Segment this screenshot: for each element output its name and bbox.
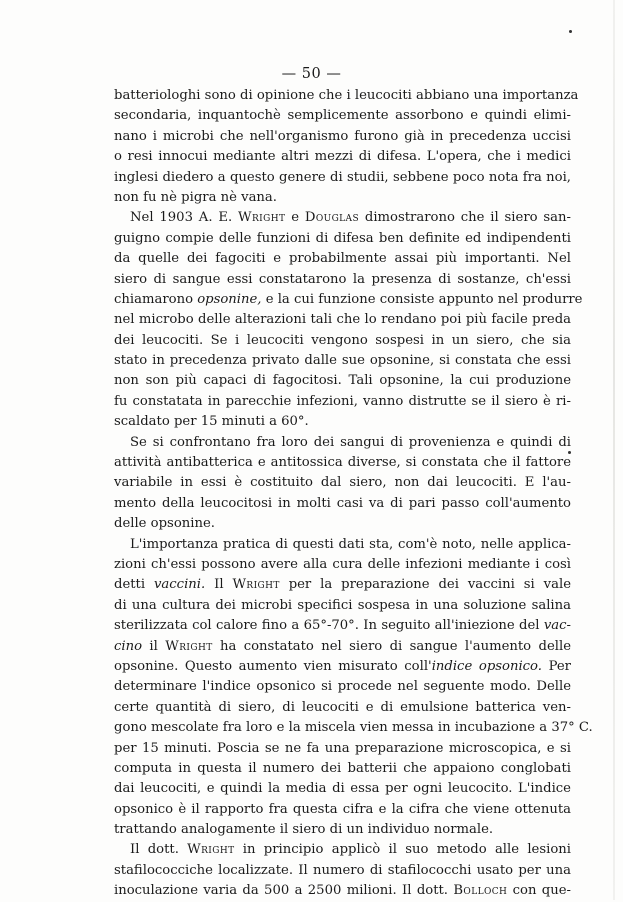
text-run: di una cultura dei microbi specifici sospesa in una soluzione salina [114, 597, 571, 613]
text-run: fu constatata in parecchie infezioni, vanno distrutte se il siero è ri- [114, 393, 571, 409]
author-name: Wright [187, 842, 235, 858]
text-line [114, 371, 571, 391]
text-line [114, 575, 571, 595]
text-run: detti [114, 577, 154, 593]
text-line [114, 147, 571, 167]
text-run: dimostrarono che il siero san- [359, 210, 571, 226]
text-line [114, 188, 571, 208]
text-run: opsonico è il rapporto fra questa cifra e la cifra che viene ottenuta [114, 801, 571, 817]
text-run: inglesi diedero a questo genere di studii, sebbene poco nota fra noi, [114, 169, 571, 185]
page-edge-shadow [613, 0, 615, 900]
text-run: gono mescolate fra loro e la miscela vien messa in incubazione a 37° C. [114, 720, 593, 736]
text-line [114, 310, 571, 330]
text-run: dai leucociti, e quindi la media di essa per ogni leucocito. L'indice [114, 781, 571, 797]
text-line [114, 86, 579, 106]
text-run: sterilizzata col calore fino a 65°-70°. In seguito all'iniezione del [114, 618, 544, 634]
text-run: determinare l'indice opsonico si procede nel seguente modo. Delle [114, 679, 571, 695]
text-line [114, 820, 571, 840]
text-run: inoculazione varia da 500 a 2500 milioni. Il dott. [114, 883, 454, 899]
text-run: secondaria, inquantochè semplicemente assorbono e quindi elimi- [114, 108, 571, 124]
text-run: o resi innocui mediante altri mezzi di difesa. L'opera, che i medici [114, 149, 571, 165]
text-run: stafilococciche localizzate. Il numero di stafilococchi usato per una [114, 862, 571, 878]
text-run: per 15 minuti. Poscia se ne fa una preparazione microscopica, e si [114, 740, 571, 756]
speck-mark [569, 30, 572, 33]
text-line [114, 331, 571, 351]
text-line [114, 555, 571, 575]
text-run: batteriologhi sono di opinione che i leucociti abbiano una importanza [114, 88, 579, 103]
text-line [114, 290, 583, 310]
text-run: per la preparazione dei vaccini si vale [279, 577, 571, 593]
text-line [114, 106, 571, 126]
text-run: chiamarono [114, 291, 198, 307]
author-name: Bolloch [453, 883, 508, 899]
text-line [114, 127, 571, 147]
text-run: in principio applicò il suo metodo alle lesioni [234, 842, 571, 858]
text-line [114, 412, 571, 432]
text-run: dei leucociti. Se i leucociti vengono sospesi in un siero, che sia [114, 332, 571, 348]
text-run: opsonine. Questo aumento vien misurato coll' [114, 658, 432, 674]
text-line [114, 840, 571, 860]
text-run: e [285, 210, 305, 226]
text-line [114, 270, 571, 290]
text-line [114, 596, 571, 616]
text-line [114, 208, 571, 228]
text-line [114, 229, 571, 249]
text-run: con que- [507, 883, 571, 899]
italic-term: vac- [543, 618, 571, 634]
text-line [114, 739, 571, 759]
text-run: delle opsonine. [114, 516, 215, 532]
text-run: stato in precedenza privato dalle sue opsonine, si constata che essi [114, 353, 571, 369]
text-line [114, 453, 571, 473]
text-line [114, 718, 593, 738]
page-number: — 50 — [281, 66, 342, 82]
author-name: Wright [232, 577, 280, 593]
body-text [114, 86, 593, 902]
text-line [114, 881, 571, 901]
text-line [114, 800, 571, 820]
text-run: attività antibatterica e antitossica diverse, si constata che il fattore [114, 455, 571, 471]
text-run: scaldato per 15 minuti a 60°. [114, 414, 309, 430]
text-run: Il dott. [130, 842, 188, 858]
text-run: guigno compie delle funzioni di difesa ben definite ed indipendenti [114, 230, 571, 246]
text-run: non fu nè pigra nè vana. [114, 189, 277, 205]
text-run: mento della leucocitosi in molti casi va di pari passo coll'aumento [114, 495, 571, 511]
text-run: Per [541, 658, 571, 674]
italic-term: opsonine, [197, 291, 262, 307]
author-name: Wright [238, 210, 286, 226]
text-line [114, 473, 571, 493]
text-run: Se si confrontano fra loro dei sangui di provenienza e quindi di [130, 434, 571, 450]
text-run: ha constatato nel siero di sangue l'aumento delle [212, 638, 571, 654]
text-run: nano i microbi che nell'organismo furono già in precedenza uccisi [114, 128, 571, 144]
text-line [114, 637, 571, 657]
text-run: Nel 1903 A. E. [130, 210, 239, 226]
text-line [114, 759, 571, 779]
author-name: Douglas [304, 210, 360, 226]
text-line [114, 392, 571, 412]
text-run: e la cui funzione consiste appunto nel produrre [261, 291, 583, 307]
text-run: da quelle dei fagociti e probabilmente assai più importanti. Nel [114, 251, 571, 267]
text-line [114, 657, 571, 677]
text-run: variabile in essi è costituito dal siero, non dai leucociti. E l'au- [114, 475, 571, 491]
text-line [114, 351, 571, 371]
text-run: certe quantità di siero, di leucociti e di emulsione batterica ven- [114, 699, 571, 715]
text-line [114, 249, 571, 269]
text-line [114, 677, 571, 697]
text-run: il [142, 638, 166, 654]
text-run: siero di sangue essi constatarono la presenza di sostanze, ch'essi [114, 271, 571, 287]
text-run: nel microbo delle alterazioni tali che lo rendano poi più facile preda [114, 312, 571, 328]
text-line [114, 861, 571, 881]
text-line [114, 168, 571, 188]
text-line [114, 698, 571, 718]
italic-term: indice opsonico. [431, 658, 542, 674]
text-run: computa in questa il numero dei batterii che appaiono conglobati [114, 760, 571, 776]
text-line [114, 616, 571, 636]
text-line [114, 779, 571, 799]
text-run: zioni ch'essi possono avere alla cura delle infezioni mediante i così [114, 556, 571, 572]
author-name: Wright [165, 638, 213, 654]
text-run: non son più capaci di fagocitosi. Tali opsonine, la cui produzione [114, 373, 571, 389]
text-run: Il [205, 577, 233, 593]
text-line [114, 535, 571, 555]
text-run: L'importanza pratica di questi dati sta, com'è noto, nelle applica- [130, 536, 571, 552]
italic-term: vaccini. [153, 577, 206, 593]
text-line [114, 514, 571, 534]
text-line [114, 433, 571, 453]
italic-term: cino [114, 638, 143, 654]
text-line [114, 494, 571, 514]
text-run: trattando analogamente il siero di un individuo normale. [114, 822, 494, 838]
